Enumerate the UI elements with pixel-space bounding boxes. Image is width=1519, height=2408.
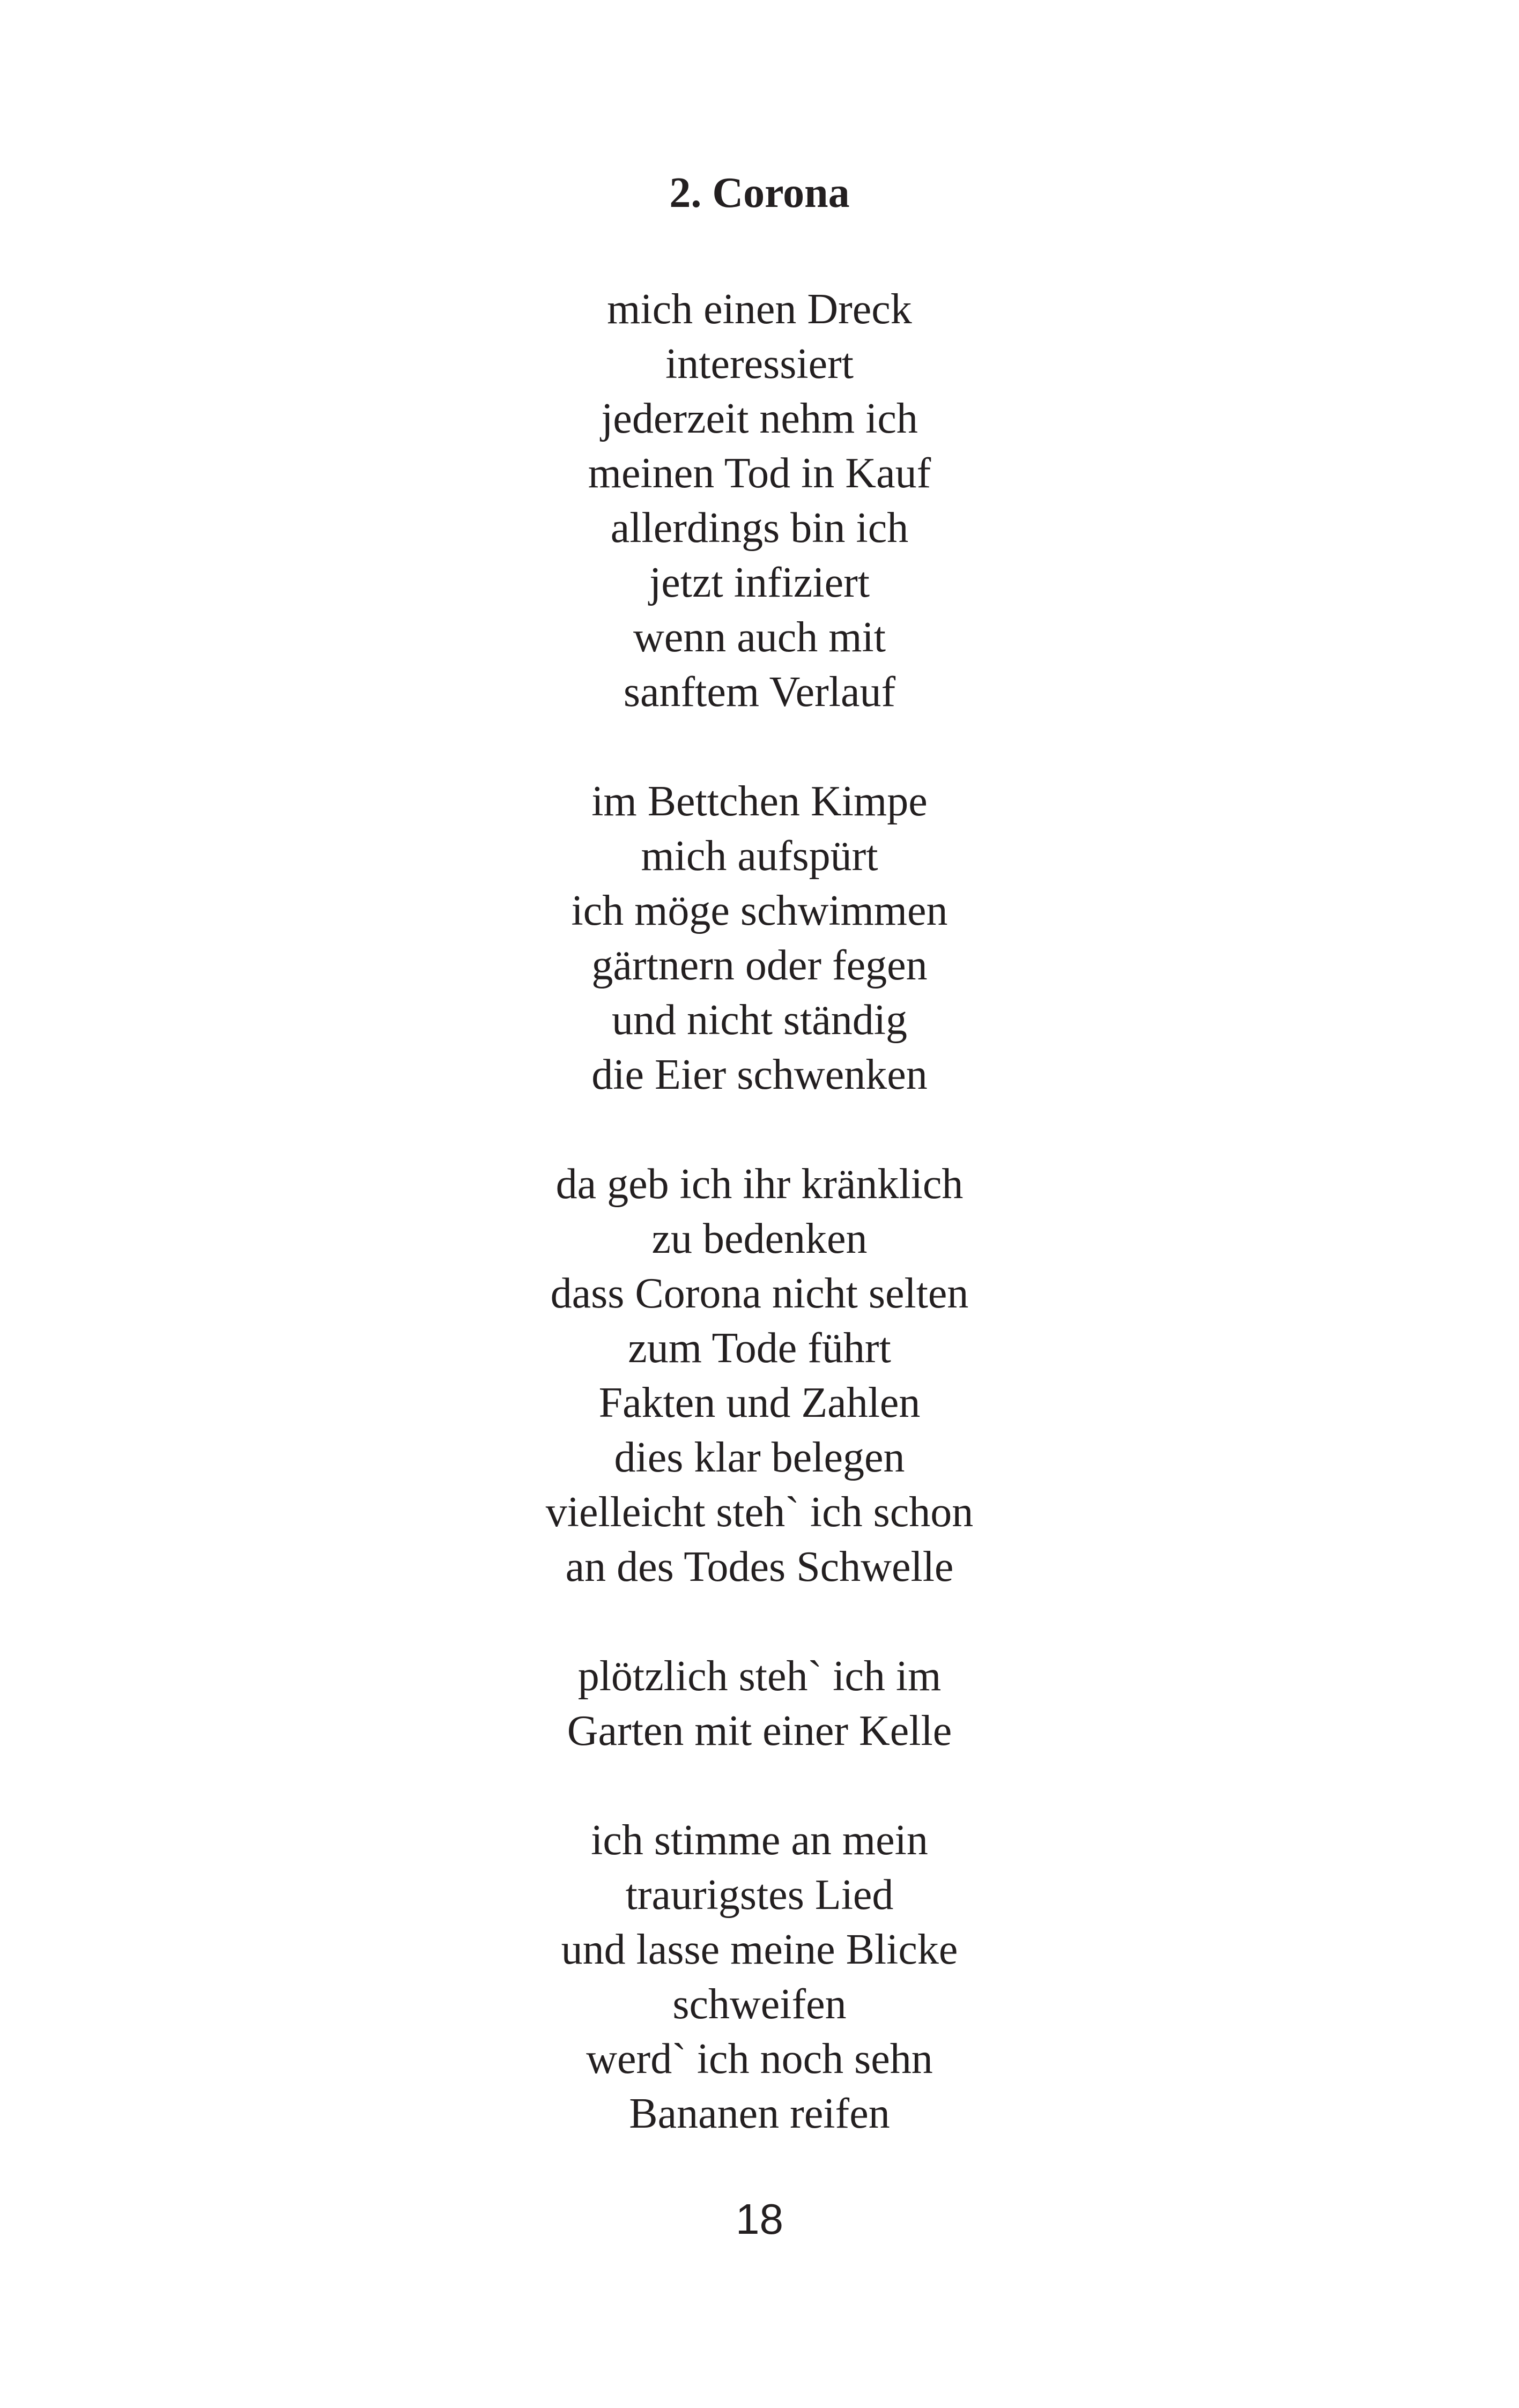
page-number: 18 (736, 2195, 783, 2243)
poem-line: sanftem Verlauf (623, 668, 896, 716)
poem-line: jetzt infiziert (649, 559, 870, 606)
stanza-4 (0, 1649, 1519, 1758)
poem-line: mich einen Dreck (607, 286, 912, 333)
poem-line: und nicht ständig (611, 997, 908, 1044)
poem-line: Garten mit einer Kelle (567, 1707, 952, 1755)
poem-line: im Bettchen Kimpe (591, 778, 928, 825)
poem-line: traurigstes Lied (625, 1871, 894, 1919)
poem-line: vielleicht steh` ich schon (545, 1489, 974, 1536)
poem-line: interessiert (665, 340, 854, 388)
poem-line: werd` ich noch sehn (586, 2035, 933, 2083)
poem-line: Fakten und Zahlen (598, 1379, 921, 1426)
poem-line: meinen Tod in Kauf (588, 450, 931, 497)
poem-line: allerdings bin ich (610, 504, 909, 552)
poem-line: die Eier schwenken (591, 1051, 928, 1098)
poem-line: und lasse meine Blicke (561, 1926, 958, 1973)
poem-line: zu bedenken (651, 1215, 868, 1262)
poem-line: zum Tode führt (628, 1325, 891, 1372)
poem-line: Bananen reifen (629, 2090, 890, 2137)
poem-line: an des Todes Schwelle (565, 1543, 954, 1591)
poem-line: jederzeit nehm ich (601, 395, 918, 442)
poem-line: wenn auch mit (633, 614, 886, 661)
poem-line: plötzlich steh` ich im (577, 1653, 942, 1700)
poem-line: ich möge schwimmen (571, 887, 948, 934)
poem-line: dass Corona nicht selten (550, 1270, 969, 1317)
stanza-3 (0, 1157, 1519, 1594)
poem-line: ich stimme an mein (591, 1817, 928, 1864)
poem-line: gärtnern oder fegen (591, 942, 928, 989)
poem-title: 2. Corona (669, 169, 850, 217)
stanza-1 (0, 282, 1519, 719)
stanza-5 (0, 1813, 1519, 2141)
poem-line: da geb ich ihr kränklich (555, 1161, 964, 1208)
poem-line: schweifen (672, 1981, 847, 2028)
stanza-2 (0, 774, 1519, 1102)
poem-line: dies klar belegen (614, 1434, 905, 1481)
poem-body (0, 282, 1519, 2141)
poem-line: mich aufspürt (641, 833, 878, 880)
